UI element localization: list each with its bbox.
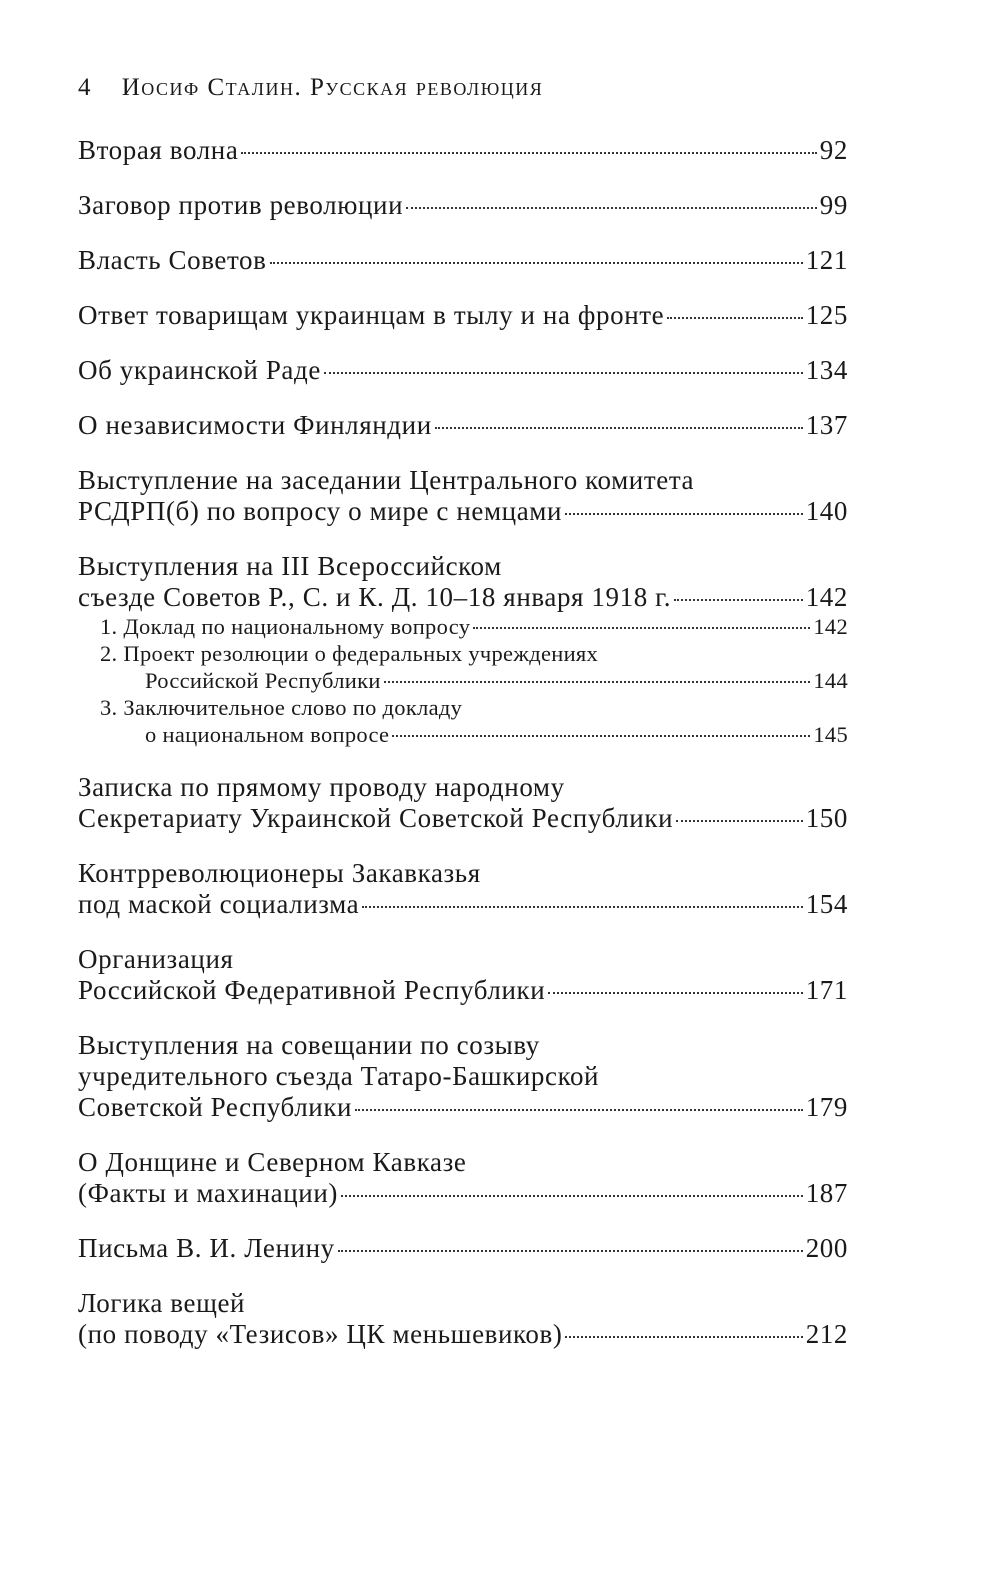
- toc-entry-title: (по поводу «Тезисов» ЦК меньшевиков): [78, 1319, 563, 1349]
- toc-entry: [78, 551, 848, 748]
- toc-entry-leader-row: [78, 582, 848, 613]
- toc-entry-title: 1. Доклад по национальному вопросу: [100, 614, 471, 639]
- toc-entry: [78, 465, 848, 527]
- page-number: 4: [78, 74, 92, 101]
- running-title: Иосиф Сталин. Русская революция: [121, 74, 544, 101]
- toc-entry-leader-row: [78, 667, 848, 694]
- dot-leader: [341, 1195, 803, 1197]
- dot-leader: [338, 1250, 803, 1252]
- toc-entry-title: РСДРП(б) по вопросу о мире с немцами: [78, 496, 563, 526]
- toc-page-number: 125: [805, 300, 848, 330]
- toc-entry-title-line: Записка по прямому проводу народному: [78, 772, 565, 802]
- toc-entry-leader-row: [78, 355, 848, 386]
- toc-page-number: 187: [805, 1178, 848, 1208]
- dot-leader: [674, 599, 803, 601]
- toc-entry-title-line: Выступление на заседании Центрального комитета: [78, 465, 695, 495]
- toc-entry-title: Об украинской Раде: [78, 355, 321, 385]
- dot-leader: [355, 1109, 803, 1111]
- toc-entry-leader-row: [78, 975, 848, 1006]
- toc-entry-title: (Факты и махинации): [78, 1178, 338, 1208]
- dot-leader: [676, 820, 803, 822]
- dot-leader: [406, 207, 817, 209]
- toc-entry-title: Российской Федеративной Республики: [78, 975, 546, 1005]
- toc-entry-leader-row: [78, 245, 848, 276]
- dot-leader: [473, 627, 810, 629]
- toc-entry-leader-row: [78, 1178, 848, 1209]
- dot-leader: [362, 906, 802, 908]
- toc-entry-title-line: О Донщине и Северном Кавказе: [78, 1147, 467, 1177]
- toc-entry: [78, 944, 848, 1006]
- dot-leader: [324, 372, 803, 374]
- running-header: [78, 74, 543, 102]
- toc-entry: [78, 1147, 848, 1209]
- toc-entry: [78, 190, 848, 221]
- toc-entry-title: Ответ товарищам украинцам в тылу и на фронте: [78, 300, 665, 330]
- toc-entry: [78, 245, 848, 276]
- toc-page-number: 212: [805, 1319, 848, 1349]
- toc-page-number: 142: [813, 614, 848, 639]
- toc-entry-leader-row: [78, 1092, 848, 1123]
- dot-leader: [241, 152, 816, 154]
- toc-entry-title-line: Логика вещей: [78, 1288, 246, 1318]
- toc-page-number: 142: [805, 582, 848, 612]
- toc-entry-title-line: учредительного съезда Татаро-Башкирской: [78, 1061, 600, 1091]
- table-of-contents: [78, 135, 848, 1374]
- dot-leader: [384, 681, 811, 683]
- toc-page-number: 121: [805, 245, 848, 275]
- toc-page-number: 179: [805, 1092, 848, 1122]
- toc-page-number: 92: [819, 135, 848, 165]
- toc-page-number: 140: [805, 496, 848, 526]
- toc-entry: [78, 355, 848, 386]
- toc-entry-leader-row: [78, 613, 848, 640]
- toc-entry-title: О независимости Финляндии: [78, 410, 432, 440]
- toc-entry-leader-row: [78, 190, 848, 221]
- dot-leader: [667, 317, 802, 319]
- toc-page-number: 134: [805, 355, 848, 385]
- toc-entry-title: Письма В. И. Ленину: [78, 1233, 335, 1263]
- toc-entry-leader-row: [78, 889, 848, 920]
- toc-entry-leader-row: [78, 300, 848, 331]
- toc-entry-title: Советской Республики: [78, 1092, 353, 1122]
- toc-entry: [78, 300, 848, 331]
- toc-entry-title: Вторая волна: [78, 135, 239, 165]
- toc-entry-leader-row: [78, 1319, 848, 1350]
- toc-entry-title: Власть Советов: [78, 245, 267, 275]
- toc-entry: [78, 858, 848, 920]
- dot-leader: [392, 735, 810, 737]
- dot-leader: [565, 513, 803, 515]
- toc-entry-title: под маской социализма: [78, 889, 360, 919]
- toc-page-number: 171: [805, 975, 848, 1005]
- toc-entry-title: Заговор против революции: [78, 190, 404, 220]
- toc-page-number: 145: [813, 722, 848, 747]
- toc-entry-title-line: Организация: [78, 944, 234, 974]
- toc-entry-leader-row: [78, 721, 848, 748]
- toc-page-number: 99: [819, 190, 848, 220]
- dot-leader: [565, 1336, 802, 1338]
- toc-entry-title: Российской Республики: [145, 668, 381, 693]
- dot-leader: [548, 992, 802, 994]
- toc-entry-title-line: 2. Проект резолюции о федеральных учреждениях: [100, 641, 599, 666]
- toc-entry-title-line: 3. Заключительное слово по докладу: [100, 695, 463, 720]
- toc-entry: [78, 1288, 848, 1350]
- toc-entry-title-line: Выступления на III Всероссийском: [78, 551, 502, 581]
- toc-entry-leader-row: [78, 410, 848, 441]
- toc-entry-leader-row: [78, 1233, 848, 1264]
- toc-entry: [78, 1030, 848, 1123]
- toc-entry-leader-row: [78, 496, 848, 527]
- toc-entry-title: съезде Советов Р., С. и К. Д. 10–18 января 1918 г.: [78, 582, 672, 612]
- toc-entry: [78, 410, 848, 441]
- toc-entry-title: о национальном вопросе: [145, 722, 390, 747]
- toc-page-number: 137: [805, 410, 848, 440]
- dot-leader: [435, 427, 803, 429]
- toc-page-number: 154: [805, 889, 848, 919]
- dot-leader: [270, 262, 803, 264]
- toc-entry-title-line: Контрреволюционеры Закавказья: [78, 858, 481, 888]
- toc-entry-leader-row: [78, 803, 848, 834]
- toc-entry: [78, 772, 848, 834]
- toc-page-number: 200: [805, 1233, 848, 1263]
- toc-entry-leader-row: [78, 135, 848, 166]
- toc-entry-title: Секретариату Украинской Советской Республики: [78, 803, 674, 833]
- toc-entry: [78, 1233, 848, 1264]
- toc-page-number: 150: [805, 803, 848, 833]
- toc-subentries: [78, 613, 848, 748]
- toc-entry: [78, 135, 848, 166]
- toc-page-number: 144: [813, 668, 848, 693]
- toc-entry-title-line: Выступления на совещании по созыву: [78, 1030, 540, 1060]
